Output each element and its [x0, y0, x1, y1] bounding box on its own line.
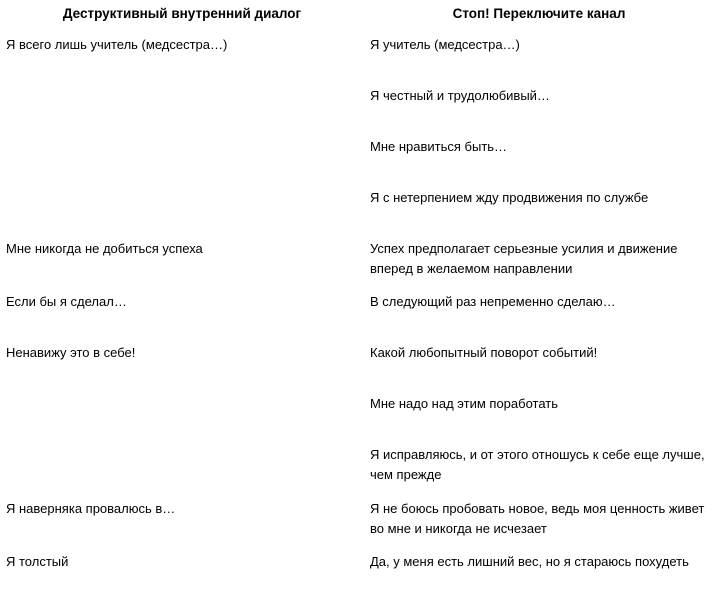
table-row — [0, 445, 714, 498]
table-header-row — [0, 0, 714, 35]
cell-destructive — [0, 137, 368, 188]
table-row — [0, 499, 714, 552]
cell-reframe: Успех предполагает серьезные усилия и движение вперед в желаемом направлении — [370, 241, 678, 277]
cell-reframe: Я не боюсь пробовать новое, ведь моя ценность живет во мне и никогда не исчезает — [370, 500, 705, 536]
cell-destructive: Я толстый — [6, 553, 69, 569]
cell-reframe: Мне нравиться быть… — [370, 139, 508, 154]
table-row — [0, 86, 714, 137]
cell-destructive — [0, 188, 368, 239]
table-row — [0, 137, 714, 188]
cell-reframe: В следующий раз непременно сделаю… — [370, 294, 616, 310]
cell-destructive: Я наверняка провалюсь в… — [6, 500, 176, 516]
cell-destructive — [0, 394, 368, 445]
table-header — [0, 0, 714, 35]
table-row — [0, 394, 714, 445]
cell-reframe: Да, у меня есть лишний вес, но я стараюсь похудеть — [370, 553, 689, 569]
table-row — [0, 35, 714, 86]
table-row — [0, 343, 714, 394]
table-row — [0, 552, 714, 603]
cell-destructive — [0, 445, 368, 498]
column-header-destructive: Деструктивный внутренний диалог — [62, 6, 302, 21]
cell-destructive: Если бы я сделал… — [6, 294, 127, 310]
table-row — [0, 239, 714, 292]
cell-destructive: Я всего лишь учитель (медсестра…) — [6, 37, 228, 52]
cell-reframe: Какой любопытный поворот событий! — [370, 345, 598, 361]
cell-reframe: Я исправляюсь, и от этого отношусь к себе еще лучше, чем прежде — [370, 447, 705, 483]
table-row — [0, 292, 714, 343]
column-header-switch-channel: Стоп! Переключите канал — [452, 6, 626, 21]
cell-reframe: Я учитель (медсестра…) — [370, 37, 520, 52]
cell-destructive — [0, 86, 368, 137]
cell-reframe: Я с нетерпением жду продвижения по службе — [370, 190, 649, 205]
cell-destructive: Ненавижу это в себе! — [6, 345, 136, 361]
table-row — [0, 188, 714, 239]
table-body — [0, 35, 714, 603]
cell-destructive: Мне никогда не добиться успеха — [6, 241, 203, 256]
cell-reframe: Я честный и трудолюбивый… — [370, 88, 550, 103]
cell-reframe: Мне надо над этим поработать — [370, 396, 559, 412]
